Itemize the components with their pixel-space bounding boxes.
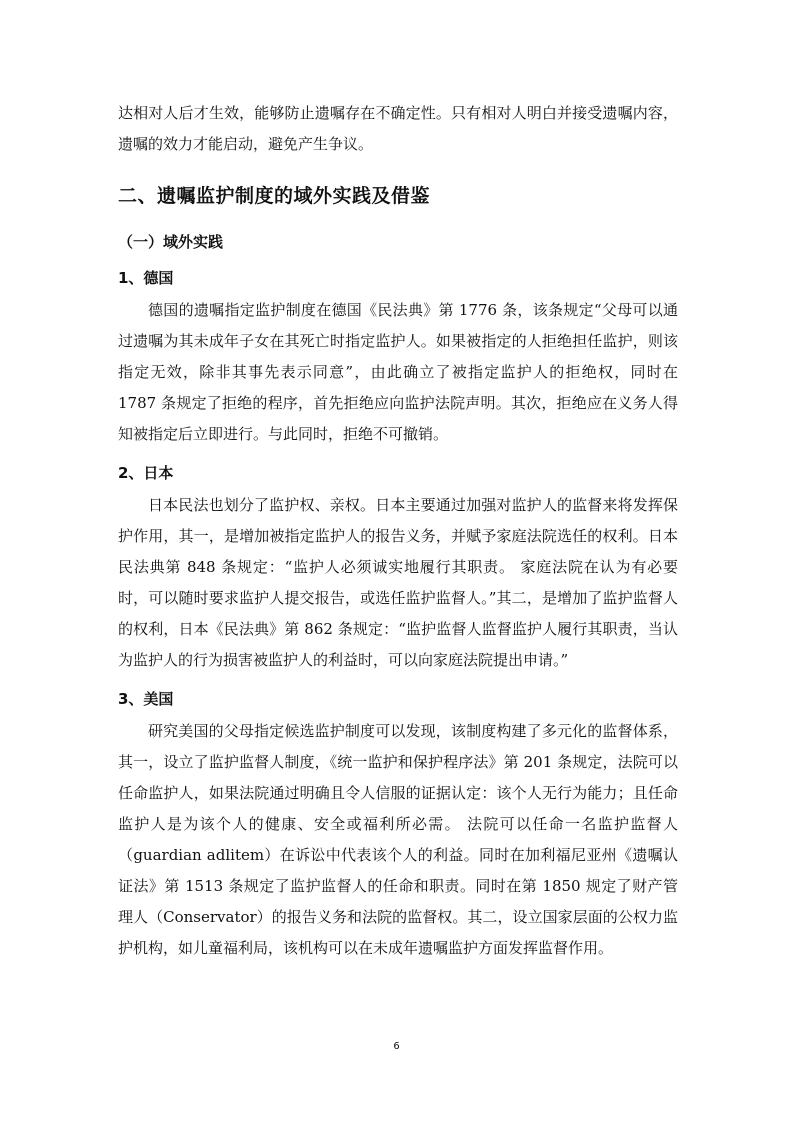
item-heading-usa: 3、美国: [118, 690, 174, 708]
lead-paragraph: 达相对人后才生效，能够防止遗嘱存在不确定性。只有相对人明白并接受遗嘱内容，遗嘱的效力才能启动，避免产生争议。: [118, 104, 678, 153]
paragraph-usa: 研究美国的父母指定候选监护制度可以发现，该制度构建了多元化的监督体系，其一，设立了监护监督人制度，《统一监护和保护程序法》第 201 条规定，法院可以任命监护人，如果法院通过明确且令人信服的证据认定：该个人无行为能力；且任命监护人是为该个人的健康、安全或福利所必需。 法院可以任命一名监护监督人（guardian adlitem）在诉讼中代表该个人的利益。同时在加利福尼亚州《遗嘱认证法》第 1513 条规定了监护监督人的任命和职责。同时在第 1850 规定了财产管理人（Conservator）的报告义务和法院的监督权。其二，设立国家层面的公权力监护机构，如儿童福利局，该机构可以在未成年遗嘱监护方面发挥监督作用。: [118, 722, 678, 957]
item-germany: [118, 265, 678, 450]
item-heading-japan: 2、日本: [118, 464, 174, 482]
subsection-title: （一）域外实践: [118, 233, 224, 251]
item-usa: [118, 686, 678, 964]
section-title: 二、遗嘱监护制度的域外实践及借鉴: [118, 185, 431, 207]
page-content: [118, 98, 678, 964]
paragraph-japan: 日本民法也划分了监护权、亲权。日本主要通过加强对监护人的监督来将发挥保护作用，其一，是增加被指定监护人的报告义务，并赋予家庭法院选任的权利。日本民法典第 848 条规定：“监护人必须诚实地履行其职责。 家庭法院在认为有必要时，可以随时要求监护人提交报告，或选任监护监督人。”其二，是增加了监护监督人的权利，日本《民法典》第 862 条规定：“监护监督人监督监护人履行其职责，当认为监护人的行为损害被监护人的利益时，可以向家庭法院提出申请。”: [118, 496, 678, 669]
item-japan: [118, 460, 678, 676]
page-number: 6: [393, 1041, 400, 1052]
paragraph-germany: 德国的遗嘱指定监护制度在德国《民法典》第 1776 条，该条规定“父母可以通过遗嘱为其未成年子女在其死亡时指定监护人。如果被指定的人拒绝担任监护，则该指定无效，除非其事先表示同意”，由此确立了被指定监护人的拒绝权，同时在 1787 条规定了拒绝的程序，首先拒绝应向监护法院声明。其次，拒绝应在义务人得知被指定后立即进行。与此同时，拒绝不可撤销。: [118, 301, 678, 443]
item-heading-germany: 1、德国: [118, 269, 174, 287]
